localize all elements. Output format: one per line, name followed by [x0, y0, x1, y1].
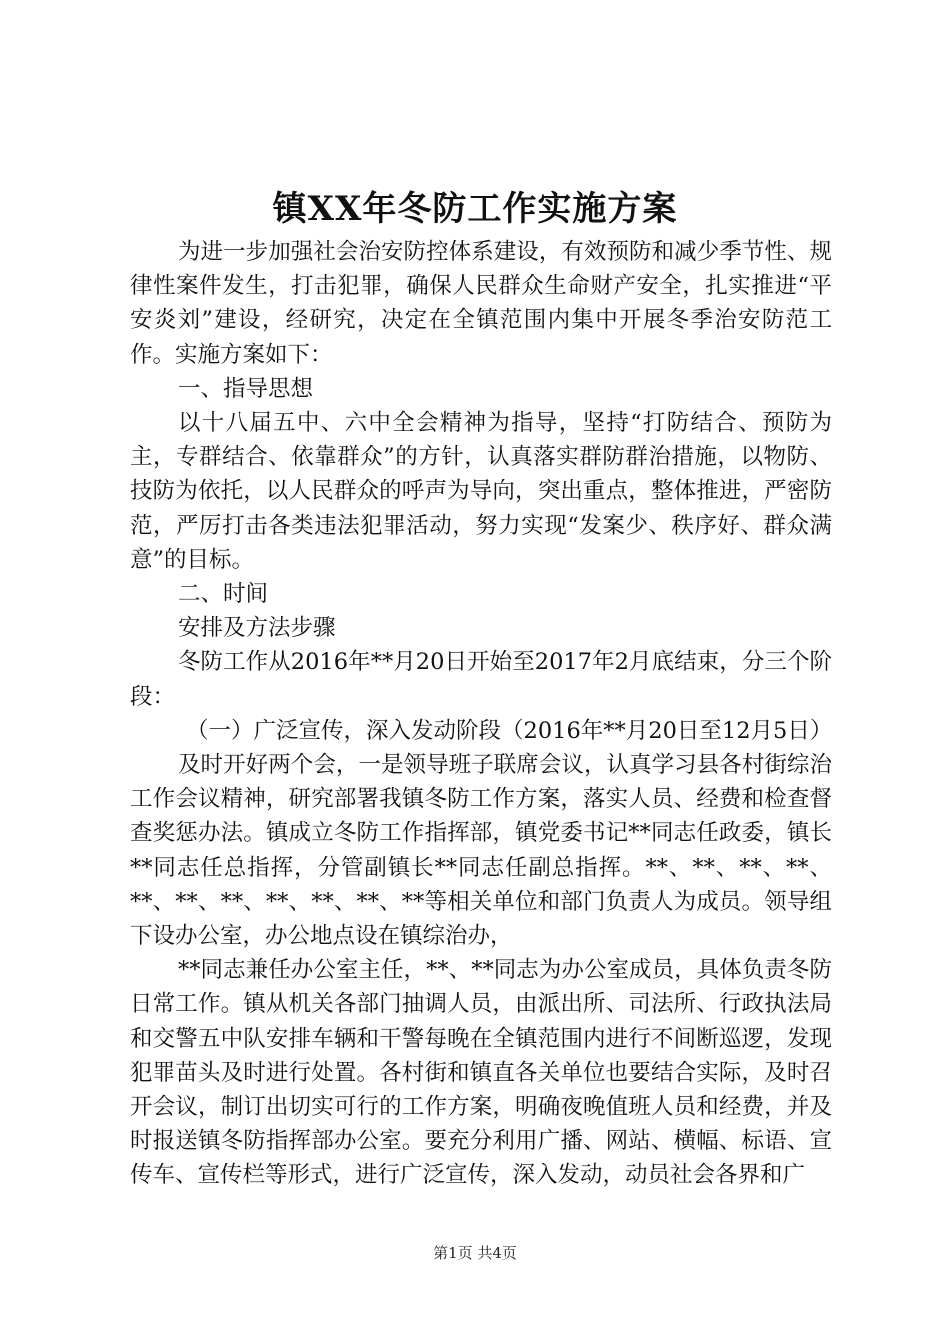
- heading-time: 二、时间: [178, 581, 269, 608]
- paragraph-intro: 为进一步加强社会治安防控体系建设，有效预防和减少季节性、规律性案件发生，打击犯罪，确保人民群众生命财产安全，扎实推进“平安炎刘”建设，经研究，决定在全镇范围内集中开展冬季治安防范工作。实施方案如下：: [130, 239, 832, 368]
- paragraph-phase-one-office: **同志兼任办公室主任，**、**同志为办公室成员，具体负责冬防日常工作。镇从机关各部门抽调人员，由派出所、司法所、行政执法局和交警五中队安排车辆和干警每晚在全镇范围内进行不间断巡逻，发现犯罪苗头及时进行处置。各村街和镇直各关单位也要结合实际，及时召开会议，制订出切实可行的工作方案，明确夜晚值班人员和经费，并及时报送镇冬防指挥部办公室。要充分利用广播、网站、横幅、标语、宣传车、宣传栏等形式，进行广泛宣传，深入发动，动员社会各界和广: [130, 957, 832, 1189]
- document-title: 镇XX年冬防工作实施方案: [272, 189, 678, 229]
- paragraph-schedule: 冬防工作从2016年**月20日开始至2017年2月底结束，分三个阶段：: [130, 649, 832, 710]
- document-body: [130, 235, 832, 1193]
- heading-arrangement: 安排及方法步骤: [178, 615, 336, 642]
- heading-guiding-ideology: 一、指导思想: [178, 375, 314, 402]
- paragraph-phase-one-meetings: 及时开好两个会，一是领导班子联席会议，认真学习县各村街综治工作会议精神，研究部署我镇冬防工作方案，落实人员、经费和检查督查奖惩办法。镇成立冬防工作指挥部，镇党委书记**同志任政委，镇长**同志任总指挥，分管副镇长**同志任副总指挥。**、**、**、**、**、**、**、**、**、**、**等相关单位和部门负责人为成员。领导组下设办公室，办公地点设在镇综治办，: [130, 752, 832, 950]
- heading-phase-one: （一）广泛宣传，深入发动阶段（2016年**月20日至12月5日）: [186, 717, 833, 744]
- page-footer: 第1页 共4页: [433, 1244, 517, 1262]
- paragraph-guiding-ideology: 以十八届五中、六中全会精神为指导，坚持“打防结合、预防为主，专群结合、依靠群众”的方针，认真落实群防群治措施，以物防、技防为依托，以人民群众的呼声为导向，突出重点，整体推进，严密防范，严厉打击各类违法犯罪活动，努力实现“发案少、秩序好、群众满意”的目标。: [130, 410, 832, 573]
